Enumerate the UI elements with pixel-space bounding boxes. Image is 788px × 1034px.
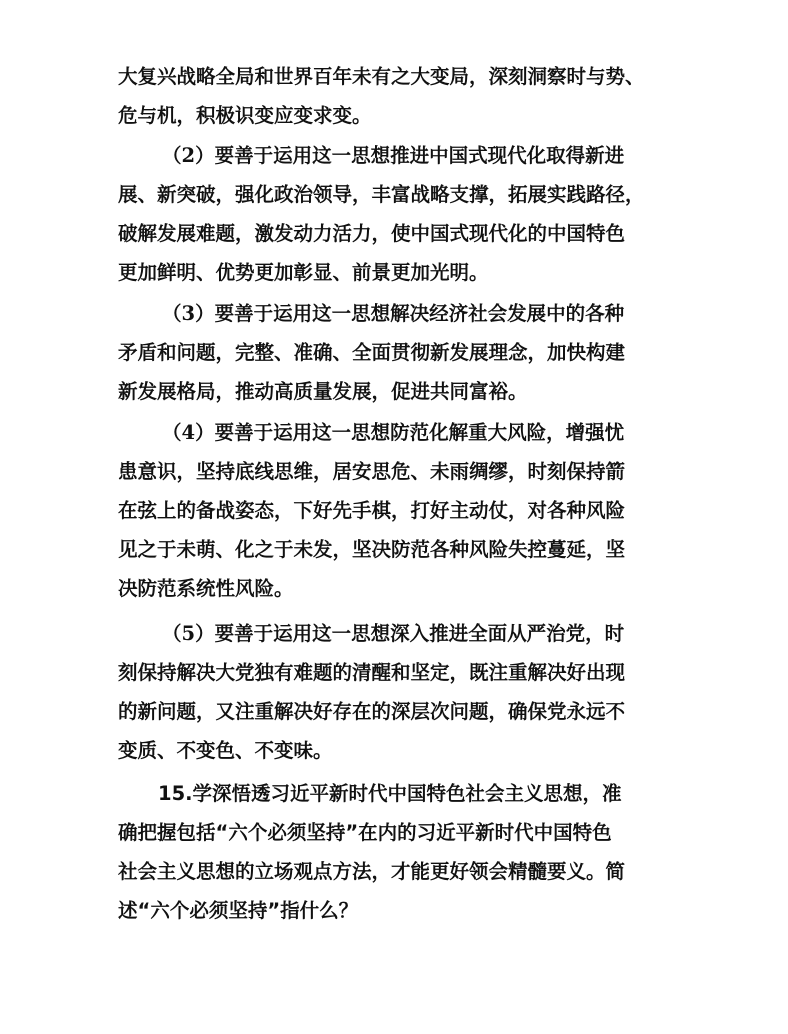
text-line: 危与机，积极识变应变求变。	[118, 104, 372, 128]
text-line: 的新问题，又注重解决好存在的深层次问题，确保党永远不	[118, 700, 626, 724]
paragraph-continuation	[118, 57, 678, 135]
text-line: 变质、不变色、不变味。	[118, 739, 333, 763]
text-line: （4）要善于运用这一思想防范化解重大风险，增强忧	[162, 421, 625, 444]
text-line: 患意识，坚持底线思维，居安思危、未雨绸缪，时刻保持箭	[118, 460, 626, 484]
question-line: 述“六个必须坚持”指什么？	[118, 899, 359, 923]
question-line: 确把握包括“六个必须坚持”在内的习近平新时代中国特色	[118, 821, 612, 845]
text-line: 刻保持解决大党独有难题的清醒和坚定，既注重解决好出现	[118, 661, 626, 685]
text-line: （3）要善于运用这一思想解决经济社会发展中的各种	[162, 302, 625, 325]
question-line: 15.学深悟透习近平新时代中国特色社会主义思想，准	[158, 782, 622, 805]
text-line: 破解发展难题，激发动力活力，使中国式现代化的中国特色	[118, 222, 626, 246]
question-line: 社会主义思想的立场观点方法，才能更好领会精髓要义。简	[118, 860, 626, 884]
text-line: 新发展格局，推动高质量发展，促进共同富裕。	[118, 380, 528, 404]
text-line: 展、新突破，强化政治领导，丰富战略支撑，拓展实践路径，	[118, 183, 645, 207]
text-line: 大复兴战略全局和世界百年未有之大变局，深刻洞察时与势、	[118, 65, 645, 88]
text-line: （5）要善于运用这一思想深入推进全面从严治党，时	[162, 622, 625, 645]
text-line: 见之于未萌、化之于未发，坚决防范各种风险失控蔓延，坚	[118, 538, 626, 562]
text-line: 在弦上的备战姿态，下好先手棋，打好主动仗，对各种风险	[118, 499, 626, 523]
text-line: 矛盾和问题，完整、准确、全面贯彻新发展理念，加快构建	[118, 341, 626, 365]
text-line: 决防范系统性风险。	[118, 577, 294, 601]
paragraph-point-4	[118, 413, 678, 608]
paragraph-point-2	[118, 136, 678, 292]
paragraph-point-5	[118, 614, 678, 770]
text-line: （2）要善于运用这一思想推进中国式现代化取得新进	[162, 144, 625, 167]
paragraph-point-3	[118, 294, 678, 411]
text-line: 更加鲜明、优势更加彰显、前景更加光明。	[118, 261, 489, 285]
question-15	[118, 774, 678, 930]
